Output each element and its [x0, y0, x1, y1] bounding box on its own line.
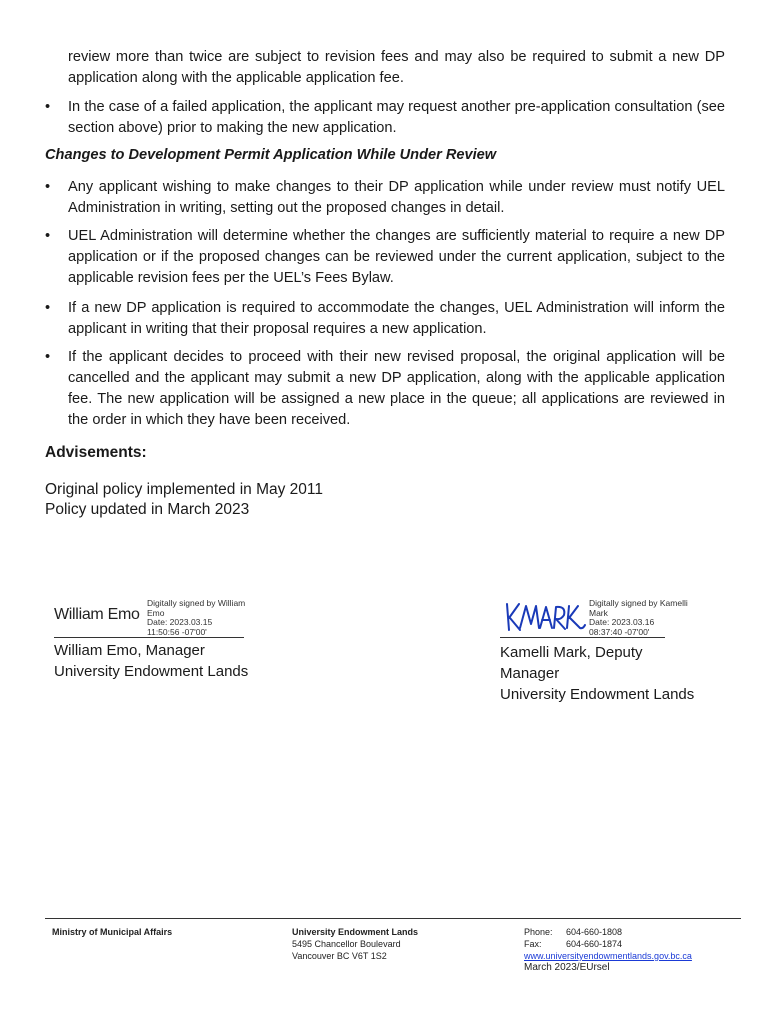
bullet-text: In the case of a failed application, the applicant may request another pre-application consultation (see section above) prior to making the new application.: [68, 99, 725, 136]
footer-doc-ref: March 2023/EUrsel: [524, 962, 610, 973]
advisements-heading: Advisements:: [45, 444, 147, 461]
bullet-text: UEL Administration will determine whether the changes are sufficiently material to require a new DP application or if the proposed changes can be reviewed under the current application, subject to the applicable revision fees per the UEL’s Fees Bylaw.: [68, 228, 725, 286]
footer-address-line1: 5495 Chancellor Boulevard: [292, 939, 401, 949]
bullet-marker: •: [45, 300, 51, 316]
signatory-name: William Emo, Manager: [54, 642, 205, 659]
bullet-marker: •: [45, 99, 51, 115]
footer-ministry: Ministry of Municipal Affairs: [52, 927, 173, 937]
signatory-org: University Endowment Lands: [500, 686, 695, 703]
bullet-text: If a new DP application is required to accommodate the changes, UEL Administration will inform the applicant in writing that their proposal requires a new application.: [68, 300, 725, 337]
section-subheading: Changes to Development Permit Application While Under Review: [45, 147, 497, 163]
digital-signature-stamp: Digitally signed by William Emo Date: 2023.03.15 11:50:56 -07'00': [147, 598, 246, 637]
footer-org-name: University Endowment Lands: [292, 927, 419, 937]
footer-fax: Fax: 604-660-1874: [524, 939, 623, 949]
bullet-text: If the applicant decides to proceed with their new revised proposal, the original application will be cancelled and the applicant may submit a new DP application, along with the applicable application fee. The new application will be assigned a new place in the queue; all applications are reviewed in the order in which they have been received.: [68, 349, 725, 428]
signatory-org: University Endowment Lands: [54, 663, 249, 680]
signatory-left: [54, 640, 248, 682]
bullet-text: Any applicant wishing to make changes to their DP application while under review must notify UEL Administration in writing, setting out the proposed changes in detail.: [68, 179, 725, 216]
bullet-marker: •: [45, 349, 51, 365]
policy-original-line: Original policy implemented in May 2011: [45, 481, 323, 498]
signature-line: [500, 637, 665, 638]
bullet-marker: •: [45, 179, 51, 195]
signature-kamelli-mark: [504, 598, 588, 634]
policy-updated-line: Policy updated in March 2023: [45, 501, 250, 518]
signatory-right: [500, 642, 694, 705]
footer-address-line2: Vancouver BC V6T 1S2: [292, 951, 387, 961]
continuation-paragraph: review more than twice are subject to revision fees and may also be required to submit a new DP application along with the applicable application fee.: [68, 49, 725, 86]
signature-line: [54, 637, 244, 638]
handwritten-signature-icon: [504, 598, 588, 634]
policy-dates: [45, 480, 323, 520]
footer-phone: Phone: 604-660-1808: [524, 927, 623, 937]
footer-divider: [45, 918, 741, 919]
footer-website-link[interactable]: www.universityendowmentlands.gov.bc.ca: [524, 951, 692, 961]
bullet-marker: •: [45, 228, 51, 244]
footer-contact: [524, 926, 692, 974]
digital-signature-stamp: Digitally signed by Kamelli Mark Date: 2023.03.16 08:37:40 -07'00': [589, 598, 688, 637]
footer-address: [292, 926, 418, 962]
signatory-name: Kamelli Mark, Deputy: [500, 644, 643, 661]
signature-william-emo: William Emo: [54, 606, 140, 623]
signatory-title: Manager: [500, 665, 560, 682]
